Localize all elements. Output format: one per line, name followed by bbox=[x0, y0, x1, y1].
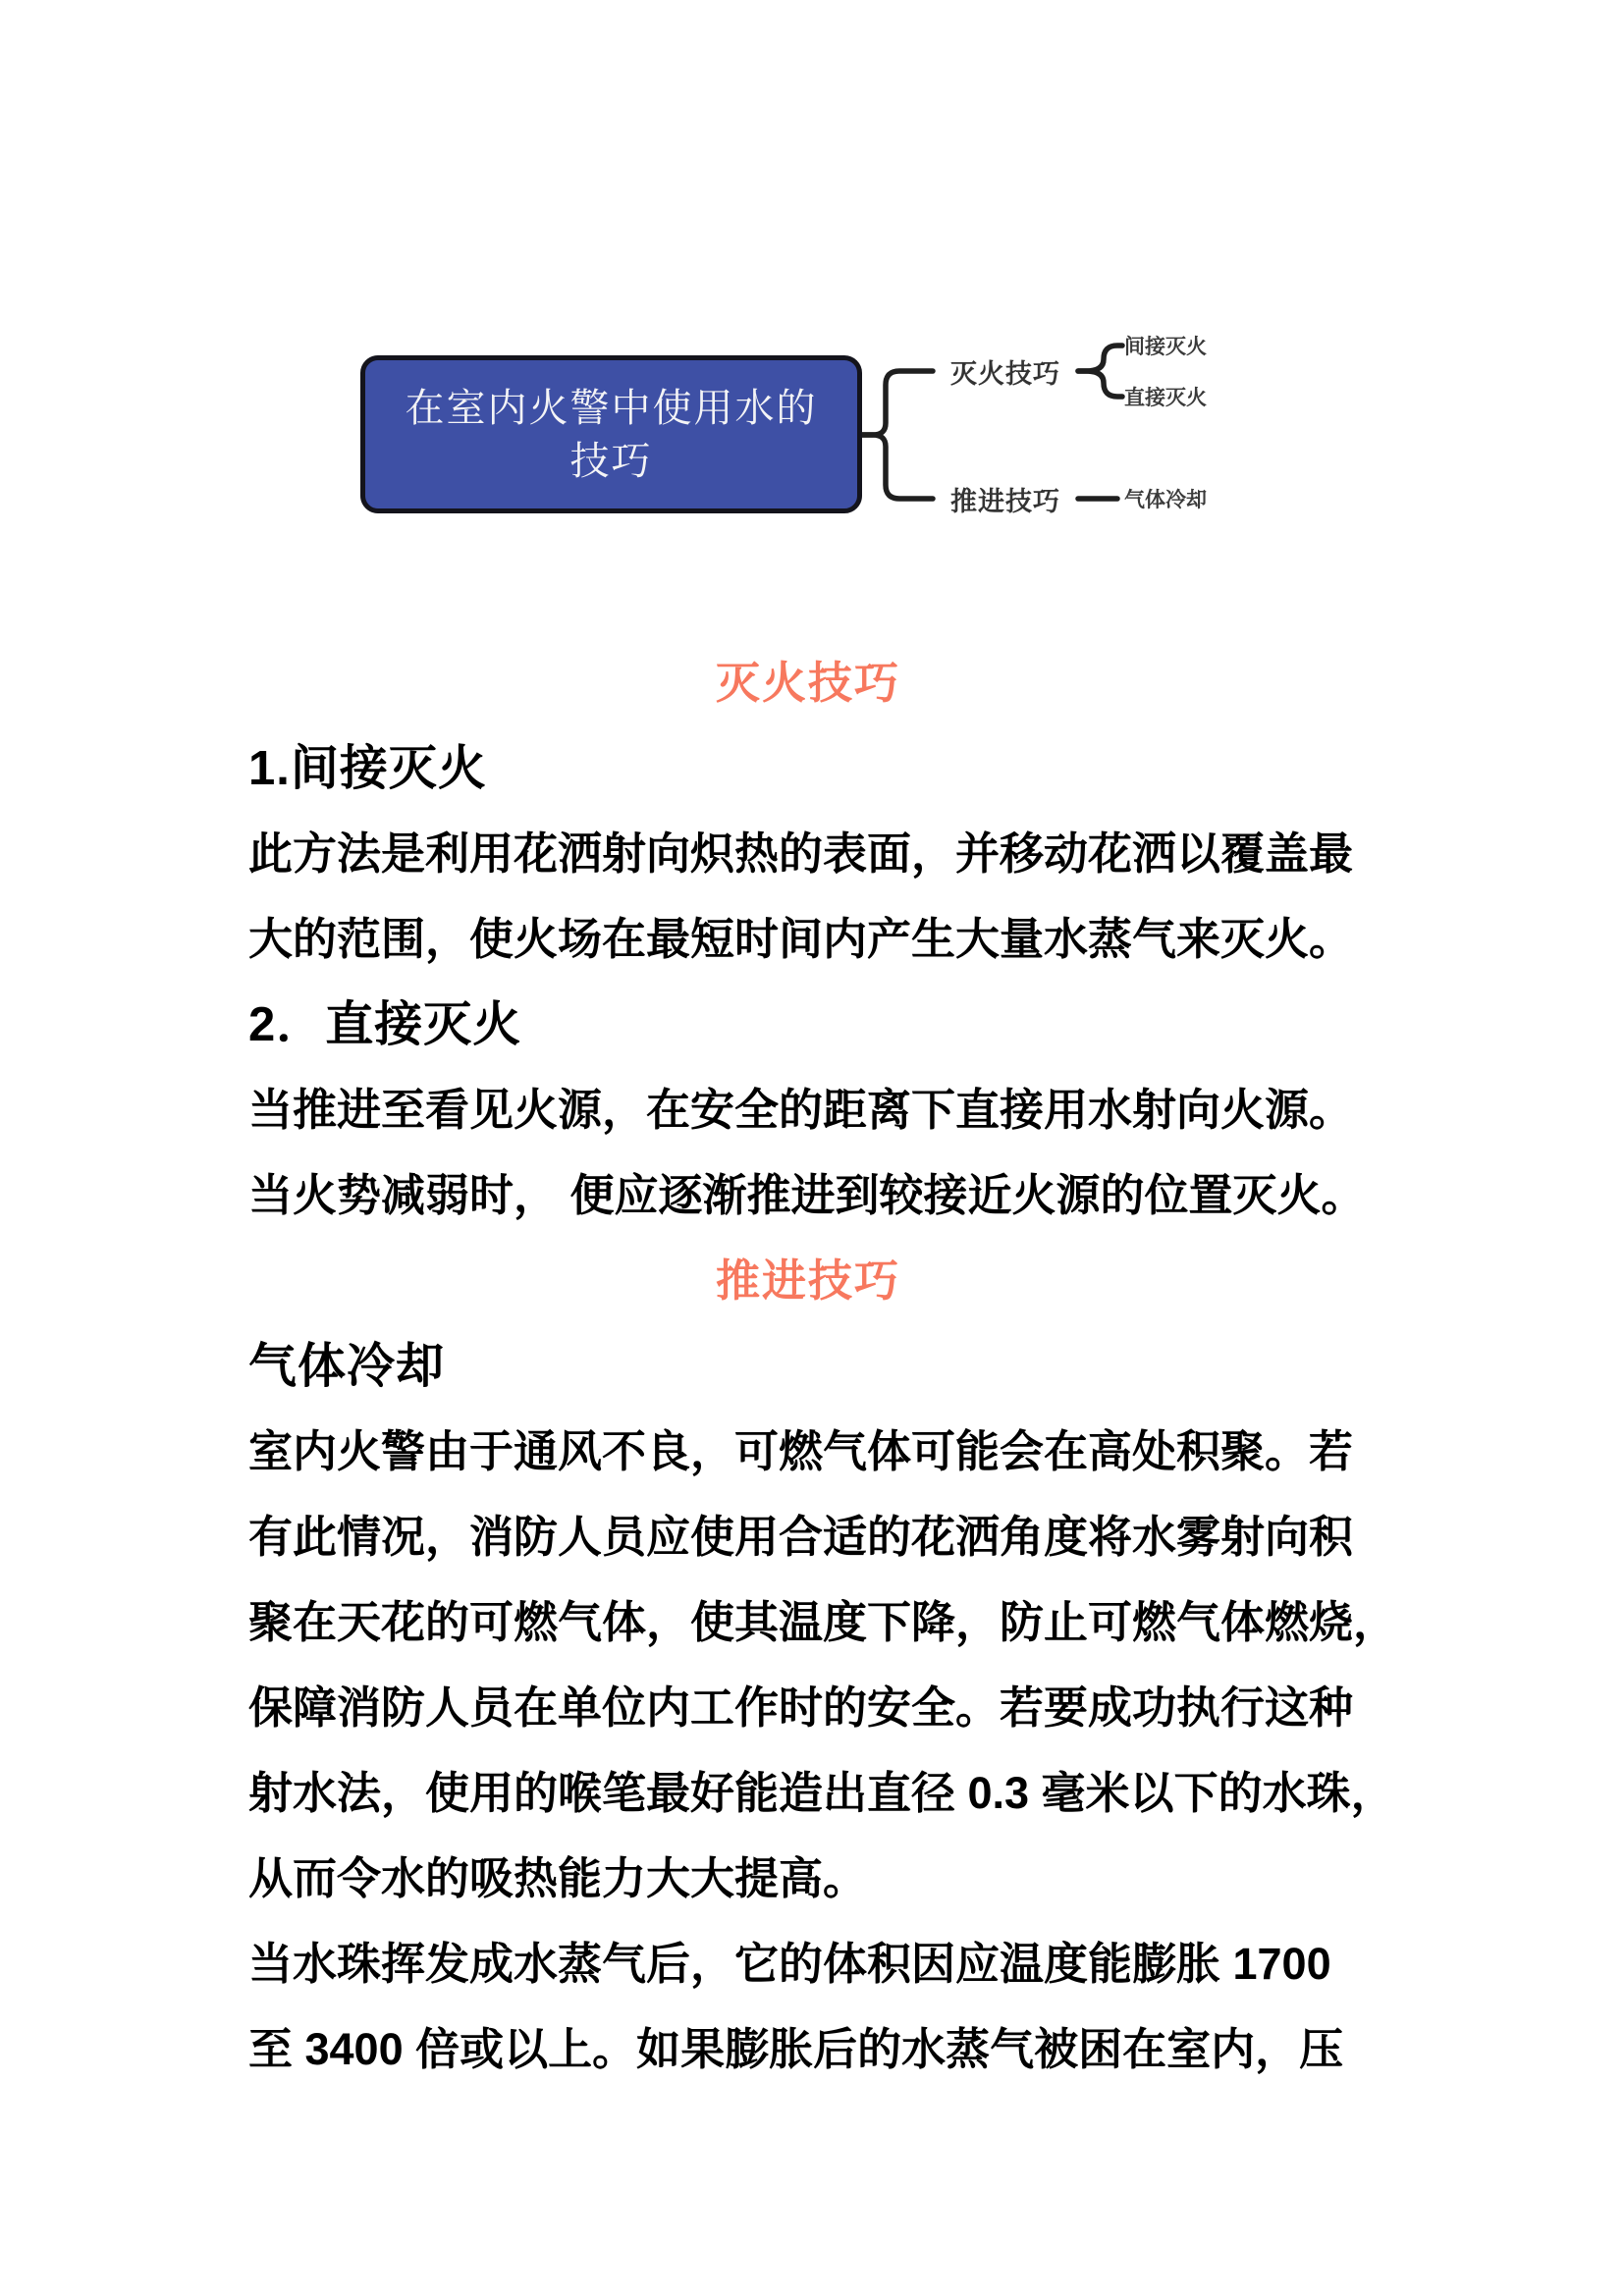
mindmap-branch-extinguishing: 灭火技巧 bbox=[950, 358, 1060, 389]
subheading-indirect: 1.间接灭火 bbox=[248, 741, 487, 795]
connector-root-to-branch2 bbox=[861, 435, 933, 499]
paragraph-line: 聚在天花的可燃气体，使其温度下降，防止可燃气体燃烧， bbox=[248, 1597, 1398, 1647]
mindmap-leaf-gas-cooling: 气体冷却 bbox=[1124, 489, 1207, 511]
paragraph-line: 大的范围，使火场在最短时间内产生大量水蒸气来灭火。 bbox=[248, 914, 1354, 964]
paragraph-line: 从而令水的吸热能力大大提高。 bbox=[248, 1853, 868, 1903]
paragraph-line: 射水法，使用的喉笔最好能造出直径 0.3 毫米以下的水珠， bbox=[248, 1768, 1395, 1818]
mindmap-connectors bbox=[0, 0, 1624, 609]
connector-branch1-to-leaf2 bbox=[1078, 371, 1122, 397]
paragraph-line: 当水珠挥发成水蒸气后，它的体积因应温度能膨胀 1700 bbox=[248, 1939, 1331, 1989]
paragraph-line: 至 3400 倍或以上。如果膨胀后的水蒸气被困在室内，压 bbox=[248, 2024, 1344, 2074]
mindmap-branch-advance: 推进技巧 bbox=[950, 486, 1060, 516]
subheading-direct: 2．直接灭火 bbox=[248, 997, 522, 1051]
mindmap-figure bbox=[0, 0, 1624, 609]
section-heading-extinguishing: 灭火技巧 bbox=[715, 658, 900, 708]
section-heading-advance: 推进技巧 bbox=[715, 1255, 900, 1306]
mindmap-root-text-line1: 在室内火警中使用水的 bbox=[405, 386, 818, 430]
mindmap-root-node bbox=[360, 355, 862, 513]
connector-root-to-branch1 bbox=[861, 371, 933, 435]
paragraph-line: 有此情况，消防人员应使用合适的花洒角度将水雾射向积 bbox=[248, 1512, 1354, 1562]
mindmap-leaf-direct: 直接灭火 bbox=[1124, 387, 1207, 409]
paragraph-line: 此方法是利用花洒射向炽热的表面，并移动花洒以覆盖最 bbox=[248, 828, 1354, 879]
mindmap-leaf-indirect: 间接灭火 bbox=[1124, 336, 1207, 358]
document-body bbox=[248, 636, 1398, 2088]
mindmap-root-text-line2: 技巧 bbox=[569, 439, 653, 483]
paragraph-line: 室内火警由于通风不良，可燃气体可能会在高处积聚。若 bbox=[248, 1426, 1354, 1476]
subheading-gas-cooling: 气体冷却 bbox=[248, 1339, 446, 1393]
paragraph-line: 保障消防人员在单位内工作时的安全。若要成功执行这种 bbox=[248, 1682, 1354, 1733]
paragraph-line: 当火势减弱时， 便应逐渐推进到较接近火源的位置灭火。 bbox=[248, 1170, 1366, 1220]
paragraph-line: 当推进至看见火源，在安全的距离下直接用水射向火源。 bbox=[248, 1085, 1354, 1135]
connector-branch1-to-leaf1 bbox=[1078, 346, 1122, 371]
